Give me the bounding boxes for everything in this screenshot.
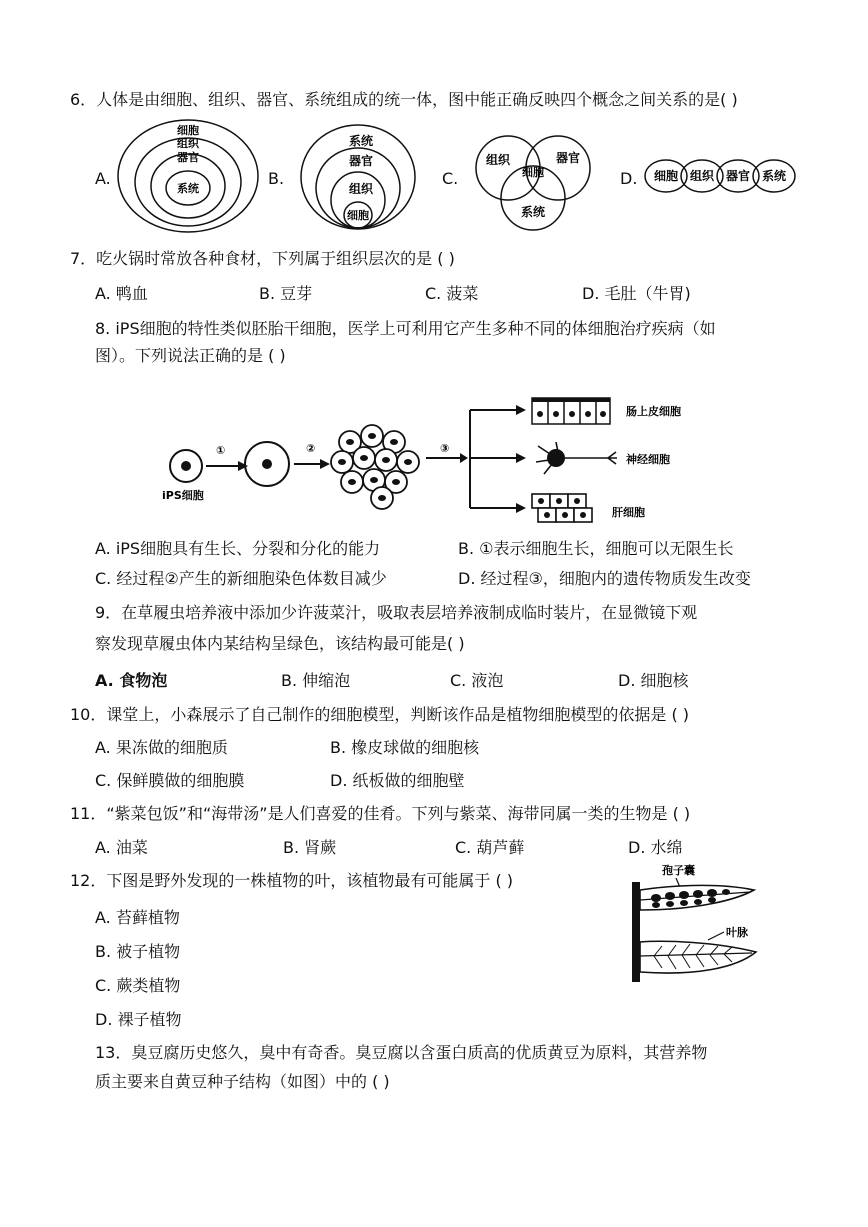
q11-option-c[interactable]: C. 葫芦藓 <box>455 838 525 857</box>
ips-cell-label: iPS细胞 <box>162 489 204 502</box>
q6-option-b-label[interactable]: B. <box>268 169 285 188</box>
step-2-label: ② <box>306 442 316 455</box>
fig-c-label-1: 组织 <box>485 153 511 167</box>
q8-stem-line1: 8. iPS细胞的特性类似胚胎干细胞，医学上可利用它产生多种不同的体细胞治疗疾病（如 <box>95 319 716 338</box>
q13-stem-line2: 质主要来自黄豆种子结构（如图）中的 ( ) <box>95 1072 390 1091</box>
fig-d-label-2: 组织 <box>689 169 715 183</box>
q7-stem: 7．吃火锅时常放各种食材，下列属于组织层次的是 ( ) <box>70 249 455 268</box>
fig-b-label-4: 细胞 <box>347 209 369 222</box>
q10-option-d[interactable]: D. 纸板做的细胞壁 <box>330 771 465 790</box>
q8-option-d[interactable]: D. 经过程③，细胞内的遗传物质发生改变 <box>458 569 751 588</box>
q10-option-a[interactable]: A. 果冻做的细胞质 <box>95 738 228 757</box>
sporangium-label: 孢子囊 <box>662 864 695 877</box>
q12-option-a[interactable]: A. 苔藓植物 <box>95 908 180 927</box>
fig-d-label-4: 系统 <box>761 169 787 183</box>
q8-option-c[interactable]: C. 经过程②产生的新细胞染色体数目减少 <box>95 569 387 588</box>
q7-option-c[interactable]: C. 菠菜 <box>425 284 479 303</box>
fig-d-label-3: 器官 <box>725 169 751 183</box>
q12-option-d[interactable]: D. 裸子植物 <box>95 1010 182 1029</box>
q9-option-b[interactable]: B. 伸缩泡 <box>281 671 351 690</box>
q9-stem-line2: 察发现草履虫体内某结构呈绿色，该结构最可能是( ) <box>95 634 465 653</box>
q9-option-c[interactable]: C. 液泡 <box>450 671 504 690</box>
q6-option-d-label[interactable]: D. <box>620 169 638 188</box>
q6-figure-a <box>116 118 266 234</box>
step-1-label: ① <box>216 444 226 457</box>
q11-option-a[interactable]: A. 油菜 <box>95 838 148 857</box>
q8-option-a[interactable]: A. iPS细胞具有生长、分裂和分化的能力 <box>95 539 381 558</box>
fig-c-label-4: 系统 <box>520 205 546 219</box>
q6-figure-b <box>298 122 418 232</box>
q10-option-b[interactable]: B. 橡皮球做的细胞核 <box>330 738 480 757</box>
q6-stem: 6．人体是由细胞、组织、器官、系统组成的统一体，图中能正确反映四个概念之间关系的是( ) <box>70 90 738 109</box>
q6-option-c-label[interactable]: C. <box>442 169 459 188</box>
q6-figure-c <box>470 126 600 234</box>
q7-option-b[interactable]: B. 豆芽 <box>259 284 313 303</box>
q11-stem: 11．“紫菜包饭”和“海带汤”是人们喜爱的佳肴。下列与紫菜、海带同属一类的生物是 ( ) <box>70 804 691 823</box>
liver-cell-label: 肝细胞 <box>612 506 645 519</box>
q9-stem-line1: 9．在草履虫培养液中添加少许菠菜汁，吸取表层培养液制成临时装片，在显微镜下观 <box>95 603 698 622</box>
fig-a-label-2: 组织 <box>177 137 199 150</box>
step-3-label: ③ <box>440 442 450 455</box>
fig-a-label-4: 系统 <box>177 182 199 195</box>
q7-option-a[interactable]: A. 鸭血 <box>95 284 148 303</box>
fig-c-label-3: 细胞 <box>522 166 544 179</box>
q12-stem: 12．下图是野外发现的一株植物的叶，该植物最有可能属于 ( ) <box>70 871 514 890</box>
fig-b-label-2: 器官 <box>348 154 374 168</box>
q9-option-d[interactable]: D. 细胞核 <box>618 671 689 690</box>
q11-option-d[interactable]: D. 水绵 <box>628 838 683 857</box>
q10-option-c[interactable]: C. 保鲜膜做的细胞膜 <box>95 771 245 790</box>
q13-stem-line1: 13．臭豆腐历史悠久，臭中有奇香。臭豆腐以含蛋白质高的优质黄豆为原料，其营养物 <box>95 1043 708 1062</box>
q10-stem: 10．课堂上，小森展示了自己制作的细胞模型，判断该作品是植物细胞模型的依据是 ( ) <box>70 705 690 724</box>
fig-a-label-3: 器官 <box>177 151 199 164</box>
q8-ips-diagram <box>160 396 720 531</box>
neuron-label: 神经细胞 <box>626 453 670 466</box>
fig-b-label-1: 系统 <box>348 134 374 148</box>
q12-option-c[interactable]: C. 蕨类植物 <box>95 976 181 995</box>
fig-c-label-2: 器官 <box>555 151 581 165</box>
q8-stem-line2: 图）。下列说法正确的是 ( ) <box>95 346 286 365</box>
q9-option-a[interactable]: A. 食物泡 <box>95 671 168 690</box>
intestinal-cell-label: 肠上皮细胞 <box>626 405 681 418</box>
fig-b-label-3: 组织 <box>348 182 374 196</box>
q6-figure-d <box>644 157 796 195</box>
q12-fern-leaf-figure <box>626 860 766 986</box>
vein-label: 叶脉 <box>726 926 748 939</box>
q11-option-b[interactable]: B. 肾蕨 <box>283 838 337 857</box>
q8-option-b[interactable]: B. ①表示细胞生长，细胞可以无限生长 <box>458 539 734 558</box>
q7-option-d[interactable]: D. 毛肚（牛胃) <box>582 284 691 303</box>
fig-a-label-1: 细胞 <box>177 124 199 137</box>
q12-option-b[interactable]: B. 被子植物 <box>95 942 181 961</box>
q6-option-a-label[interactable]: A. <box>95 169 111 188</box>
fig-d-label-1: 细胞 <box>653 169 679 183</box>
